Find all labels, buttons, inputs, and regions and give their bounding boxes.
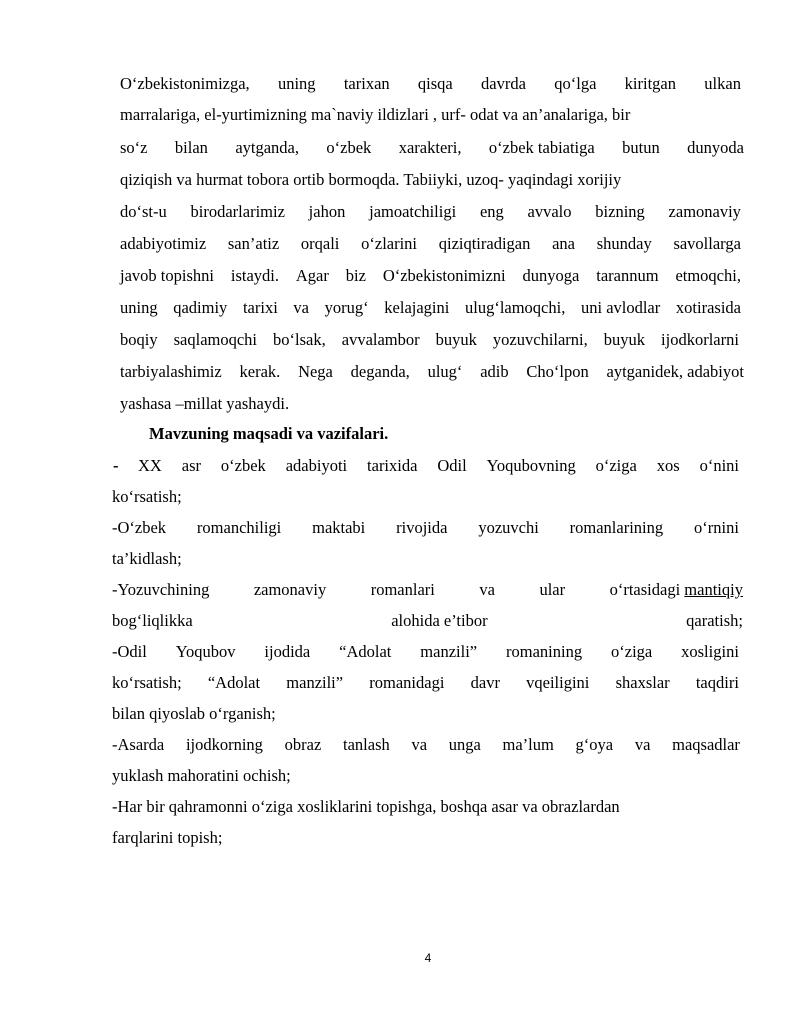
word: Cho‘lpon: [526, 362, 589, 381]
task-1-line-1: [138, 456, 739, 476]
word: romanining: [506, 642, 583, 661]
word: avvalambor: [341, 330, 420, 349]
word: ijodkorning: [185, 735, 263, 754]
word: tarixi: [242, 298, 278, 317]
word: o‘rtasidagi: [609, 580, 681, 599]
word: taqdiri: [695, 673, 739, 692]
section-heading: Mavzuning maqsadi va vazifalari.: [149, 424, 389, 443]
intro-line-5: [120, 202, 741, 222]
word: eng: [479, 202, 504, 221]
word: va: [293, 298, 309, 317]
word: romanlari: [370, 580, 435, 599]
word: asr: [181, 456, 201, 475]
intro-line-1: [120, 74, 741, 94]
word: ular: [539, 580, 566, 599]
word: istaydi.: [230, 266, 279, 285]
word: qisqa: [417, 74, 453, 93]
word: shunday: [596, 234, 652, 253]
word: Agar: [295, 266, 329, 285]
word: alohida e’tibor: [391, 611, 488, 630]
word: avvalo: [527, 202, 572, 221]
word: buyuk: [435, 330, 477, 349]
word: romanchiligi: [196, 518, 282, 537]
word: manzili”: [420, 642, 478, 661]
task-3-line-1: [112, 580, 743, 600]
word: zamonaviy: [668, 202, 741, 221]
intro-line-8: [120, 298, 741, 318]
word: unga: [448, 735, 481, 754]
word: adabiyoti: [285, 456, 348, 475]
task-6-line-1: -Har bir qahramonni o‘ziga xosliklarini topishga, boshqa asar va obrazlardan: [112, 797, 620, 816]
word: o‘zbek: [220, 456, 266, 475]
word: qadimiy: [173, 298, 228, 317]
word: bog‘liqlikka: [112, 611, 193, 630]
word: bizning: [595, 202, 645, 221]
word: kiritgan: [624, 74, 676, 93]
word: O‘zbekistonimizni: [382, 266, 506, 285]
task-4-line-3: bilan qiyoslab o‘rganish;: [112, 704, 276, 723]
word: ulug‘: [427, 362, 463, 381]
word: davr: [470, 673, 500, 692]
word: Odil: [437, 456, 467, 475]
word: o‘nini: [699, 456, 739, 475]
word: xotirasida: [675, 298, 741, 317]
word: tanlash: [343, 735, 390, 754]
task-6-line-2: farqlarini topish;: [112, 828, 223, 847]
task-1-line-2: ko‘rsatish;: [112, 487, 182, 506]
word: yozuvchi: [478, 518, 539, 537]
word: tarixan: [343, 74, 390, 93]
word: Yoqubovning: [486, 456, 576, 475]
word: javob topishni: [120, 266, 214, 285]
intro-line-11: yashasa –millat yashaydi.: [120, 394, 290, 413]
word-group: [610, 580, 743, 600]
word: -Asarda: [112, 735, 165, 754]
word: tarixida: [367, 456, 418, 475]
word: Nega: [298, 362, 333, 381]
word: va: [411, 735, 428, 754]
word: biz: [345, 266, 366, 285]
word: ulug‘lamoqchi,: [464, 298, 566, 317]
task-2-line-2: ta’kidlash;: [112, 549, 182, 568]
word: -Odil: [112, 642, 147, 661]
word: va: [479, 580, 495, 599]
word: deganda,: [350, 362, 410, 381]
word: kerak.: [239, 362, 281, 381]
word: boqiy: [120, 330, 158, 349]
word: orqali: [300, 234, 340, 253]
word: kelajagini: [384, 298, 450, 317]
word: san’atiz: [227, 234, 280, 253]
task-3-line-2: [112, 611, 743, 631]
word: saqlamoqchi: [173, 330, 258, 349]
intro-line-9: [120, 330, 739, 350]
word: “Adolat: [339, 642, 392, 661]
word: aytganda,: [235, 138, 299, 157]
word: savollarga: [673, 234, 741, 253]
word: buyuk: [603, 330, 646, 349]
word: xos: [656, 456, 680, 475]
word: -Yozuvchining: [112, 580, 210, 599]
word: etmoqchi,: [675, 266, 741, 285]
word: zamonaviy: [253, 580, 327, 599]
word: uni avlodlar: [580, 298, 661, 317]
word: ulkan: [704, 74, 741, 93]
word: romanidagi: [369, 673, 445, 692]
intro-line-7: [120, 266, 741, 286]
word: uning: [277, 74, 316, 93]
word: butun: [622, 138, 660, 157]
intro-line-10: [120, 362, 744, 382]
word: bilan: [174, 138, 208, 157]
task-4-line-1: [112, 642, 739, 662]
word: tarbiyalashimiz: [120, 362, 222, 381]
word: davrda: [481, 74, 526, 93]
word: ko‘rsatish;: [112, 673, 182, 692]
task-4-line-2: [112, 673, 739, 693]
word: maktabi: [312, 518, 366, 537]
underlined-word: mantiqiy: [684, 580, 743, 599]
word: jahon: [308, 202, 346, 221]
word: dunyoda: [687, 138, 744, 157]
word: obraz: [284, 735, 322, 754]
word: ijodkorlarni: [661, 330, 739, 349]
task-2-line-1: [112, 518, 739, 538]
word: yorug‘: [324, 298, 369, 317]
word: “Adolat: [207, 673, 261, 692]
word: adib: [480, 362, 509, 381]
intro-line-4: qiziqish va hurmat tobora ortib bormoqda. Tabiiyki, uzoq- yaqindagi xorijiy: [120, 170, 622, 189]
word: ma’lum: [502, 735, 554, 754]
word: do‘st-u: [120, 202, 167, 221]
word: romanlarining: [569, 518, 664, 537]
word: o‘rnini: [694, 518, 739, 537]
word: uning: [120, 298, 158, 317]
word: ana: [552, 234, 575, 253]
word: g‘oya: [575, 735, 614, 754]
task-1-dash: [113, 456, 119, 476]
word: dunyoga: [522, 266, 580, 285]
word: jamoatchiligi: [369, 202, 457, 221]
word: ijodida: [264, 642, 311, 661]
word: Yoqubov: [175, 642, 236, 661]
word: XX: [138, 456, 162, 475]
intro-line-6: [120, 234, 741, 254]
intro-line-2: marralariga, el-yurtimizning ma`naviy ildizlari , urf- odat va an’analariga, bir: [120, 105, 631, 124]
word: xosligini: [681, 642, 739, 661]
bullet-dash: -: [113, 456, 119, 475]
word: O‘zbekistonimizga,: [120, 74, 250, 93]
intro-line-3: [120, 138, 744, 158]
word: maqsadlar: [672, 735, 740, 754]
word: adabiyotimiz: [120, 234, 207, 253]
word: birodarlarimiz: [190, 202, 285, 221]
word: qo‘lga: [554, 74, 597, 93]
word: va: [634, 735, 651, 754]
word: so‘z: [120, 138, 148, 157]
word: aytganidek, adabiyot: [606, 362, 744, 381]
word: -O‘zbek: [112, 518, 167, 537]
word: o‘zbek: [326, 138, 372, 157]
word: o‘ziga: [611, 642, 653, 661]
word: tarannum: [596, 266, 659, 285]
word: xarakteri,: [398, 138, 462, 157]
page-number: 4: [424, 951, 432, 965]
task-5-line-2: yuklash mahoratini ochish;: [112, 766, 291, 785]
word: shaxslar: [615, 673, 670, 692]
word: o‘ziga: [595, 456, 637, 475]
task-5-line-1: [112, 735, 740, 755]
word: manzili”: [286, 673, 344, 692]
word: o‘zbek tabiatiga: [488, 138, 595, 157]
word: rivojida: [396, 518, 448, 537]
word: qiziqtiradigan: [438, 234, 531, 253]
word: yozuvchilarni,: [492, 330, 588, 349]
word: vqeiligini: [526, 673, 590, 692]
word: bo‘lsak,: [273, 330, 326, 349]
word: o‘zlarini: [361, 234, 418, 253]
word: qaratish;: [686, 611, 743, 630]
